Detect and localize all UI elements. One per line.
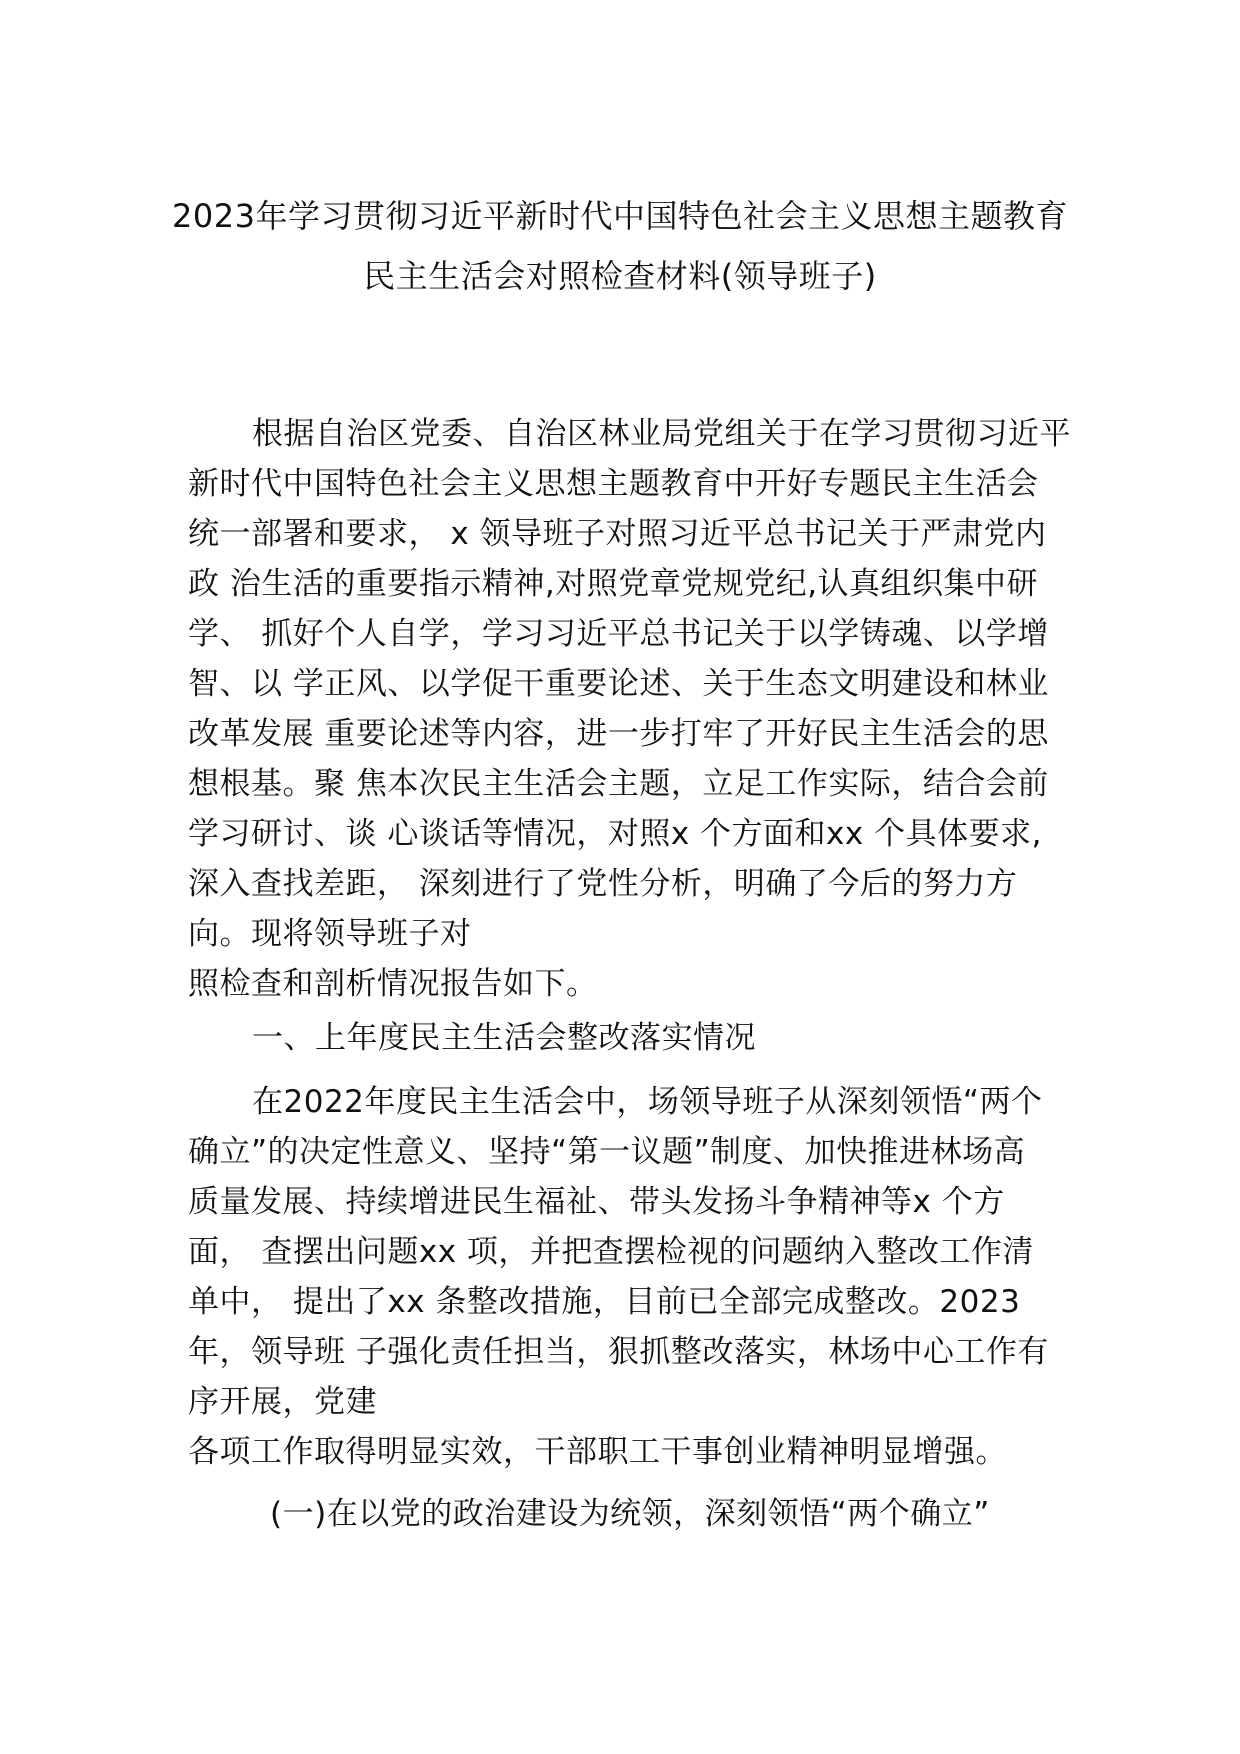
paragraph-review-line-5: 单中， 提出了xx 条整改措施，目前已全部完成整改。2023 <box>188 1284 1021 1320</box>
section-heading-1: 一、上年度民主生活会整改落实情况 <box>252 1020 756 1056</box>
paragraph-intro-line-6: 智、以 学正风、以学促干重要论述、关于生态文明建设和林业 <box>188 666 1049 702</box>
document-title-line-2: 民主生活会对照检查材料(领导班子) <box>363 257 877 295</box>
paragraph-intro-line-4: 政 治生活的重要指示精神,对照党章党规党纪,认真组织集中研 <box>188 566 1039 602</box>
paragraph-intro-line-9: 学习研讨、谈 心谈话等情况，对照x 个方面和xx 个具体要求, <box>188 816 1042 852</box>
subsection-heading-1: (一)在以党的政治建设为统领，深刻领悟“两个确立” <box>270 1496 990 1532</box>
paragraph-intro-line-12: 照检查和剖析情况报告如下。 <box>188 966 598 1002</box>
paragraph-intro-line-11: 向。现将领导班子对 <box>188 916 472 952</box>
paragraph-intro-line-5: 学、 抓好个人自学，学习习近平总书记关于以学铸魂、以学增 <box>188 616 1049 652</box>
paragraph-review-line-2: 确立”的决定性意义、坚持“第一议题”制度、加快推进林场高 <box>188 1134 1026 1170</box>
paragraph-review-line-7: 序开展，党建 <box>188 1384 377 1420</box>
document-title-line-1: 2023年学习贯彻习近平新时代中国特色社会主义思想主题教育 <box>172 197 1068 235</box>
paragraph-intro-line-7: 改革发展 重要论述等内容，进一步打牢了开好民主生活会的思 <box>188 716 1049 752</box>
paragraph-intro-line-2: 新时代中国特色社会主义思想主题教育中开好专题民主生活会 <box>188 466 1039 502</box>
paragraph-review-line-6: 年，领导班 子强化责任担当，狠抓整改落实，林场中心工作有 <box>188 1334 1049 1370</box>
paragraph-intro-line-10: 深入查找差距， 深刻进行了党性分析，明确了今后的努力方 <box>188 866 1018 902</box>
paragraph-intro-line-3: 统一部署和要求， x 领导班子对照习近平总书记关于严肃党内 <box>188 516 1047 552</box>
paragraph-review-line-8: 各项工作取得明显实效，干部职工干事创业精神明显增强。 <box>188 1434 1007 1470</box>
paragraph-review-line-3: 质量发展、持续增进民生福祉、带头发扬斗争精神等x 个方 <box>188 1184 1005 1220</box>
paragraph-review-line-4: 面， 查摆出问题xx 项，并把查摆检视的问题纳入整改工作清 <box>188 1234 1034 1270</box>
paragraph-intro-line-8: 想根基。聚 焦本次民主生活会主题，立足工作实际，结合会前 <box>188 766 1049 802</box>
paragraph-review-line-1: 在2022年度民主生活会中，场领导班子从深刻领悟“两个 <box>252 1084 1043 1120</box>
paragraph-intro-line-1: 根据自治区党委、自治区林业局党组关于在学习贯彻习近平 <box>252 416 1071 452</box>
